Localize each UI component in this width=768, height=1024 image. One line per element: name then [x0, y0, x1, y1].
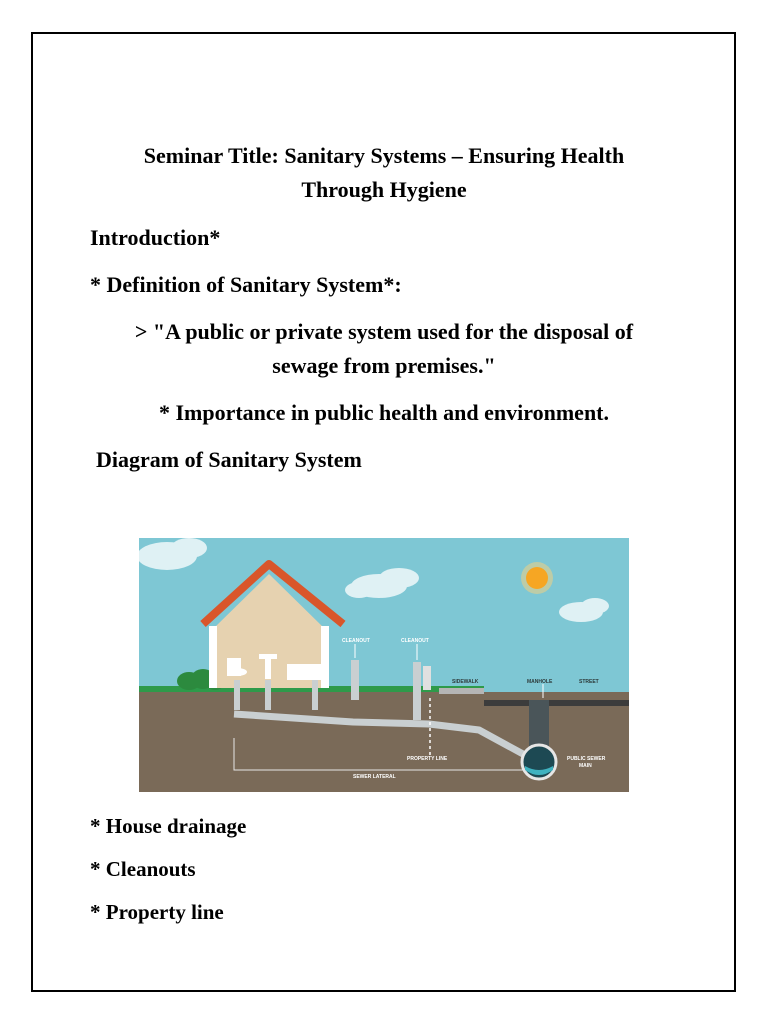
sidewalk: [439, 688, 484, 694]
manhole-shaft: [529, 700, 549, 748]
label-cleanout-2: CLEANOUT: [401, 638, 429, 644]
bullet-cleanouts: * Cleanouts: [90, 857, 196, 881]
bullet-property-line: * Property line: [90, 900, 224, 924]
introduction-heading: Introduction*: [90, 225, 221, 250]
seminar-title-line1: Seminar Title: Sanitary Systems – Ensuring Health: [143, 143, 625, 168]
label-public-sewer-main: MAIN: [579, 763, 592, 769]
drain-pipe: [312, 680, 318, 710]
label-property-line: PROPERTY LINE: [407, 756, 448, 762]
label-manhole: MANHOLE: [527, 679, 553, 685]
label-public-sewer: PUBLIC SEWER: [567, 756, 606, 762]
label-street: STREET: [579, 679, 599, 685]
definition-quote-line1: > "A public or private system used for the disposal of: [134, 319, 634, 344]
cleanout-riser: [413, 662, 421, 720]
drain-pipe: [234, 680, 240, 710]
street: [484, 700, 629, 706]
seminar-title-line2: Through Hygiene: [301, 177, 467, 202]
sanitary-system-diagram: [139, 538, 629, 792]
sun-icon: [521, 562, 553, 594]
sewer-main-icon: [522, 745, 556, 779]
diagram-heading: Diagram of Sanitary System: [96, 447, 362, 472]
cleanout-cap: [423, 666, 431, 690]
diagram-illustration: [139, 538, 629, 792]
label-sidewalk: SIDEWALK: [452, 679, 479, 685]
label-cleanout-1: CLEANOUT: [342, 638, 370, 644]
definition-quote-line2: sewage from premises.": [272, 353, 496, 378]
cleanout-riser: [351, 660, 359, 700]
importance-point: * Importance in public health and environment.: [158, 400, 610, 425]
label-sewer-lateral: SEWER LATERAL: [353, 774, 396, 780]
definition-heading: * Definition of Sanitary System*:: [90, 272, 402, 297]
bullet-house-drainage: * House drainage: [90, 814, 247, 838]
drain-pipe: [265, 680, 271, 710]
